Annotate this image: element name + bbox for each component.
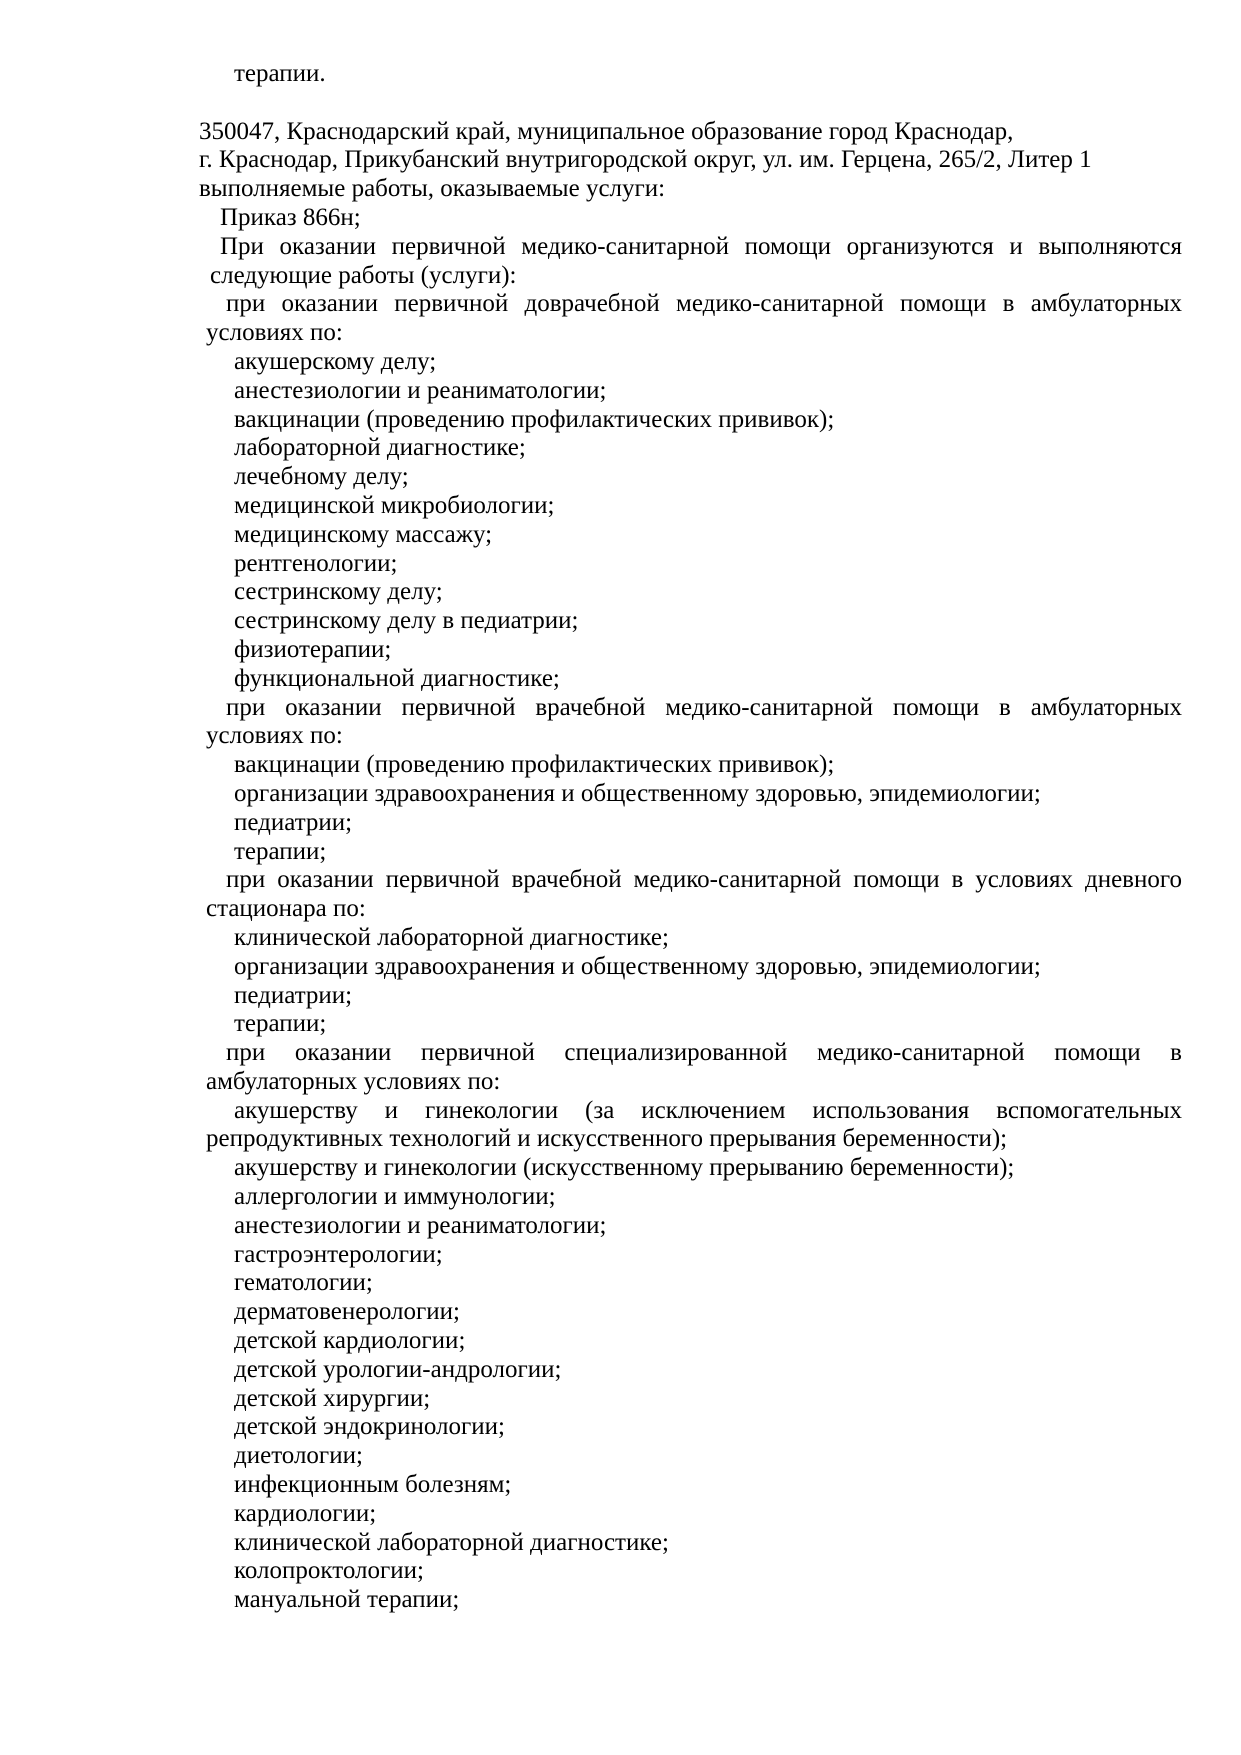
document-line: анестезиологии и реаниматологии; [234,1211,607,1239]
document-line: физиотерапии; [234,635,392,663]
document-line: колопроктологии; [234,1557,424,1585]
document-line: детской эндокринологии; [234,1413,505,1441]
document-line: мануальной терапии; [234,1586,460,1614]
document-line: рентгенологии; [234,549,398,577]
document-line: выполняемые работы, оказываемые услуги: [199,175,666,203]
document-line: детской кардиологии; [234,1327,466,1355]
document-line: вакцинации (проведению профилактических прививок); [234,405,835,433]
document-line: гастроэнтерологии; [234,1240,443,1268]
document-line: вакцинации (проведению профилактических прививок); [234,751,835,779]
document-line: сестринскому делу в педиатрии; [234,607,579,635]
document-line: клинической лабораторной диагностике; [234,923,669,951]
document-line: клинической лабораторной диагностике; [234,1528,669,1556]
document-line: медицинскому массажу; [234,520,493,548]
document-line: функциональной диагностике; [234,664,560,692]
document-line: амбулаторных условиях по: [206,1067,501,1095]
document-line: гематологии; [234,1269,373,1297]
document-line: лабораторной диагностике; [234,434,526,462]
document-line: терапии; [234,837,327,865]
document-line: стационара по: [206,895,366,923]
document-line: медицинской микробиологии; [234,491,555,519]
document-line: следующие работы (услуги): [210,261,517,289]
document-line: акушерству и гинекологии (за исключением использования вспомогательных [234,1096,1182,1124]
document-line: организации здравоохранения и общественному здоровью, эпидемиологии; [234,779,1041,807]
document-line: Приказ 866н; [220,203,361,231]
document-text-block [199,60,1182,1615]
document-line: терапии. [234,60,326,87]
document-line: при оказании первичной врачебной медико-санитарной помощи в амбулаторных [226,693,1182,721]
document-line: условиях по: [206,722,343,750]
document-line: инфекционным болезням; [234,1471,512,1499]
document-line: педиатрии; [234,808,353,836]
document-line: дерматовенерологии; [234,1298,460,1326]
document-line: аллергологии и иммунологии; [234,1183,556,1211]
document-line: при оказании первичной доврачебной медико-санитарной помощи в амбулаторных [226,290,1182,318]
document-line: акушерству и гинекологии (искусственному прерыванию беременности); [234,1154,1015,1182]
document-line: лечебному делу; [234,463,409,491]
document-line: г. Краснодар, Прикубанский внутригородской округ, ул. им. Герцена, 265/2, Литер 1 [199,146,1092,174]
document-line: терапии; [234,1010,327,1038]
document-line: детской хирургии; [234,1384,431,1412]
document-line: условиях по: [206,319,343,347]
blank-line [199,89,1182,118]
document-line: кардиологии; [234,1499,377,1527]
document-line: 350047, Краснодарский край, муниципальное образование город Краснодар, [199,117,1014,145]
document-line: организации здравоохранения и общественному здоровью, эпидемиологии; [234,952,1041,980]
document-line: акушерскому делу; [234,347,437,375]
document-line: анестезиологии и реаниматологии; [234,376,607,404]
document-line: диетологии; [234,1442,363,1470]
document-line: при оказании первичной специализированной медико-санитарной помощи в [226,1039,1182,1067]
document-line: репродуктивных технологий и искусственного прерывания беременности); [206,1125,1008,1153]
document-line: детской урологии-андрологии; [234,1355,562,1383]
document-line: педиатрии; [234,981,353,1009]
document-line: сестринскому делу; [234,578,443,606]
document-line: При оказании первичной медико-санитарной помощи организуются и выполняются [220,232,1182,260]
document-line: при оказании первичной врачебной медико-санитарной помощи в условиях дневного [226,866,1182,894]
